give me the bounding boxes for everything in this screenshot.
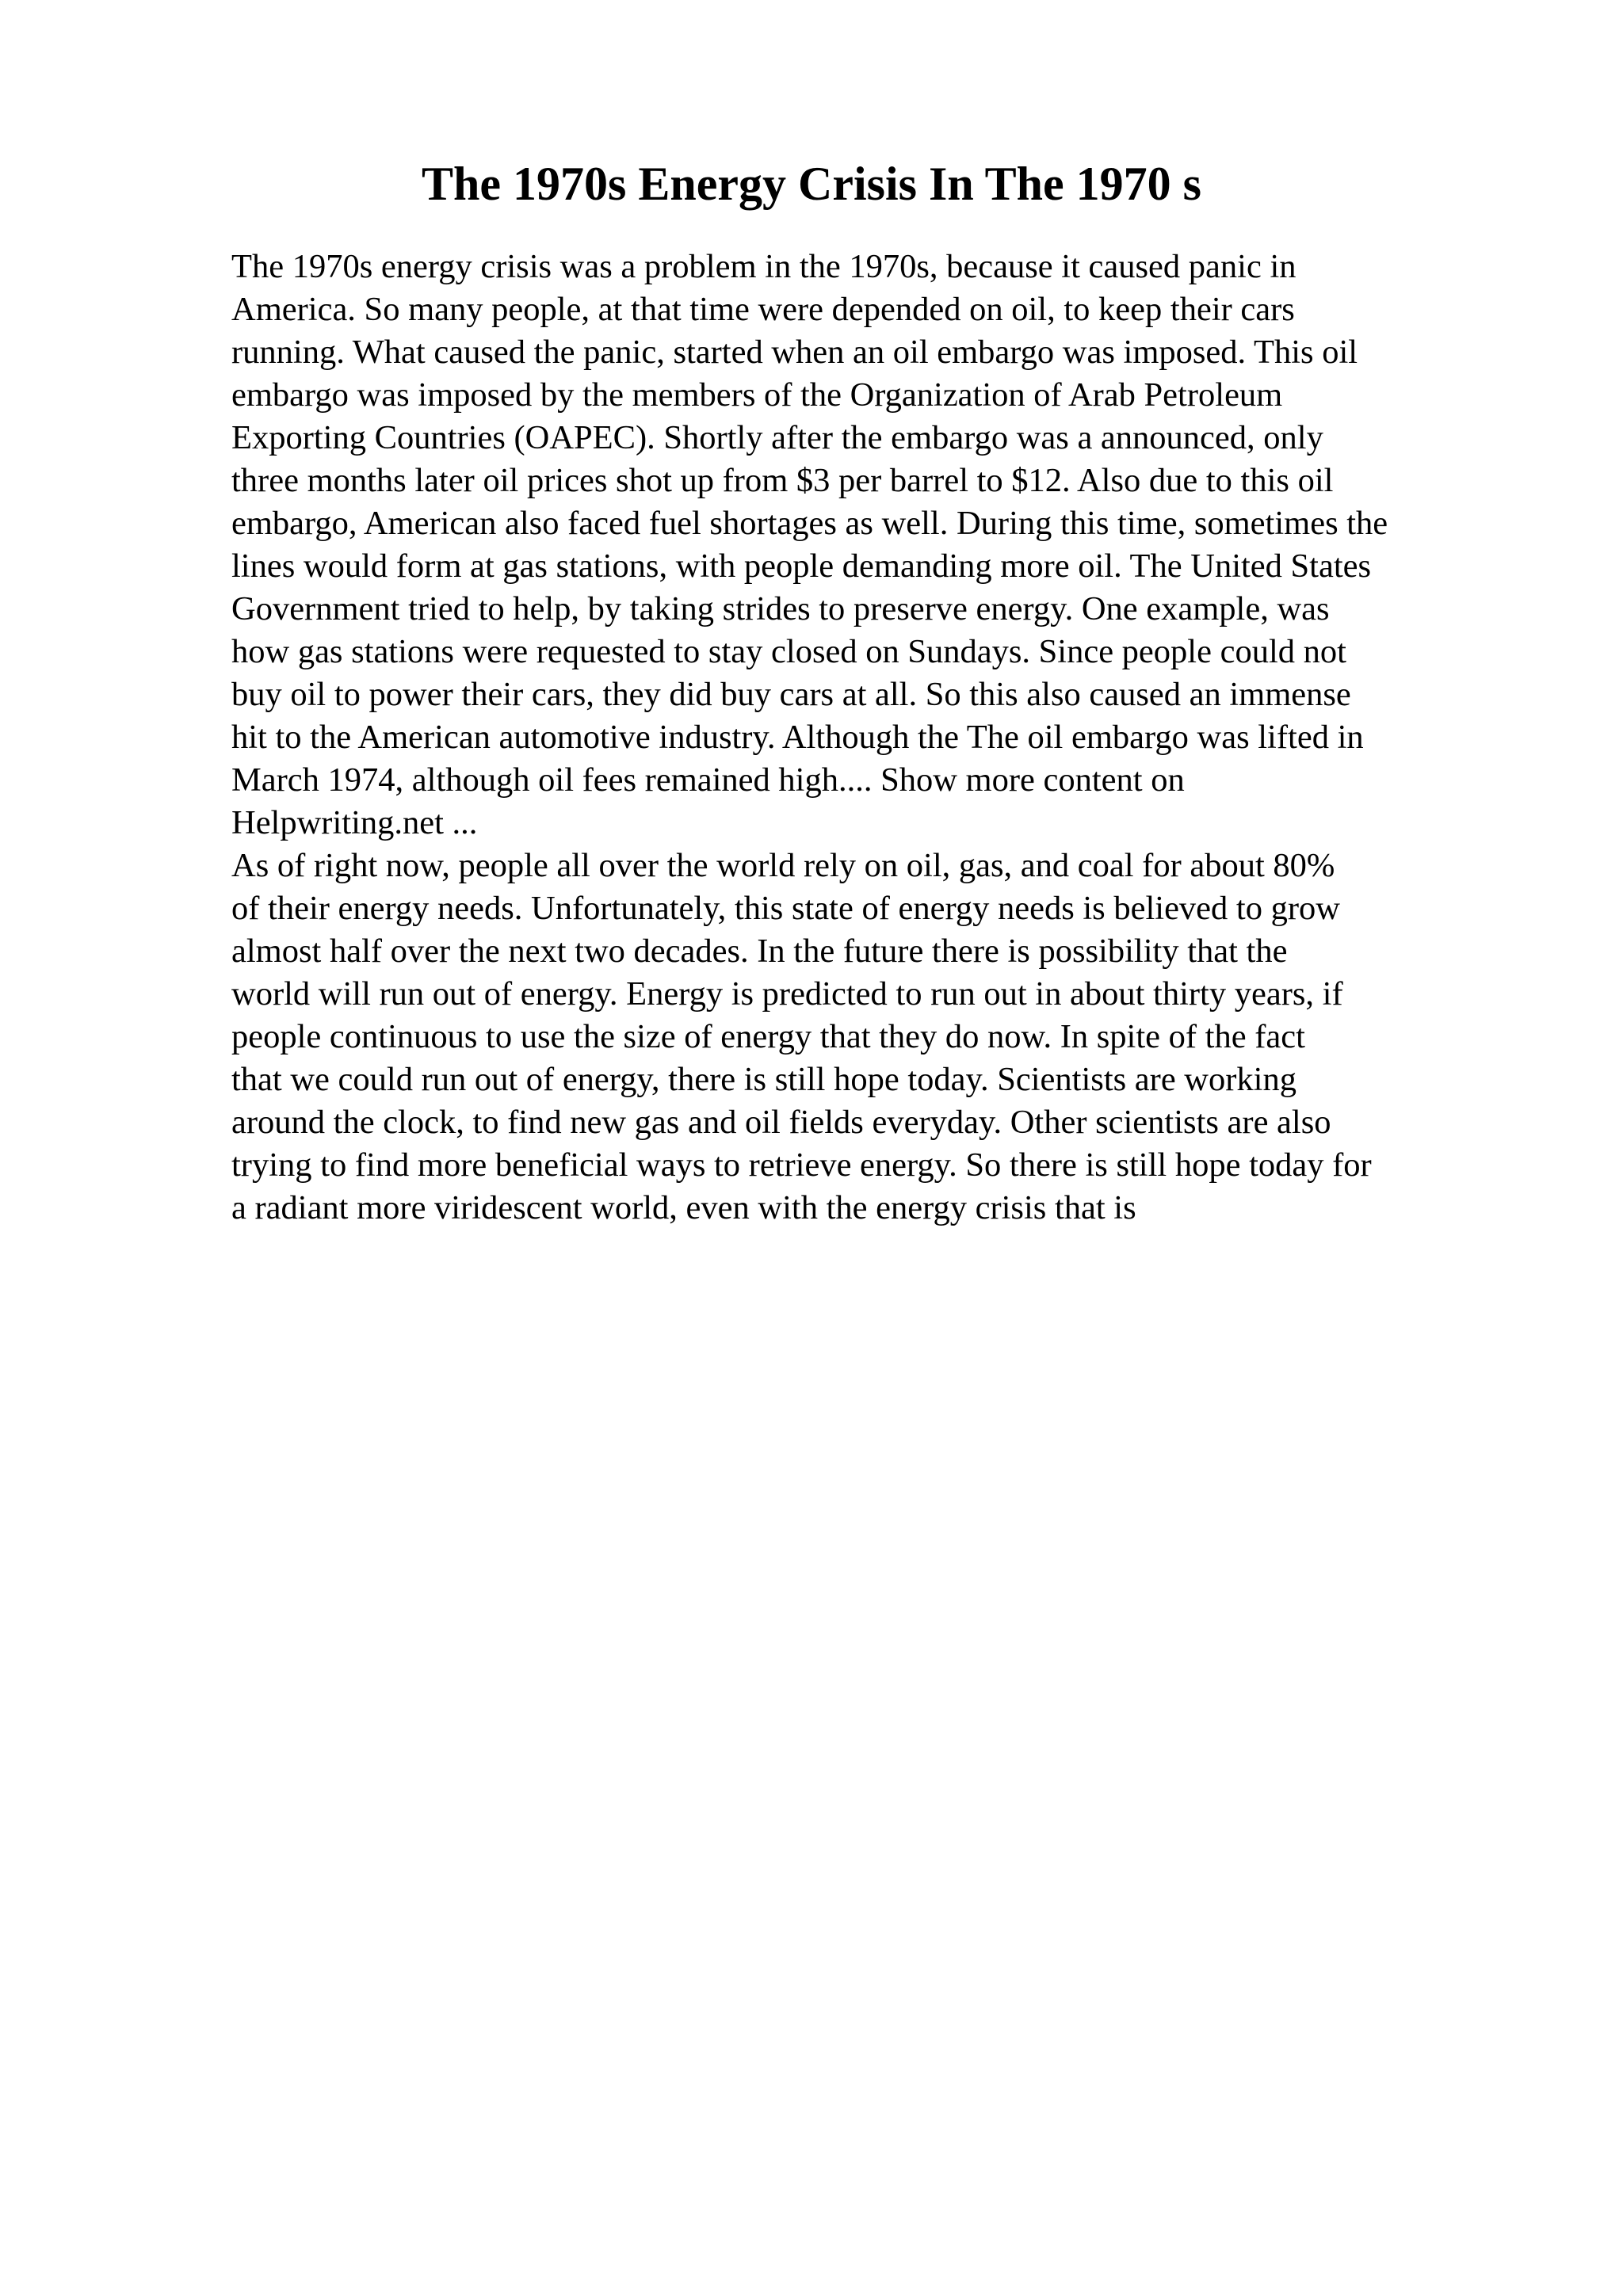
body-line: buy oil to power their cars, they did buy cars at all. So this also caused an immense xyxy=(231,676,1351,713)
body-line: three months later oil prices shot up from $3 per barrel to $12. Also due to this oil xyxy=(231,462,1334,499)
body-line: As of right now, people all over the world rely on oil, gas, and coal for about 80% xyxy=(231,847,1335,884)
body-line: Government tried to help, by taking strides to preserve energy. One example, was xyxy=(231,590,1330,627)
body-line: how gas stations were requested to stay closed on Sundays. Since people could not xyxy=(231,633,1346,670)
body-line: March 1974, although oil fees remained high.... Show more content on xyxy=(231,761,1185,799)
body-line: world will run out of energy. Energy is predicted to run out in about thirty years, if xyxy=(231,975,1343,1013)
body-line: that we could run out of energy, there is still hope today. Scientists are working xyxy=(231,1061,1296,1098)
body-line: hit to the American automotive industry. Although the The oil embargo was lifted in xyxy=(231,719,1364,756)
body-line: almost half over the next two decades. In the future there is possibility that the xyxy=(231,933,1288,970)
body-line: The 1970s energy crisis was a problem in the 1970s, because it caused panic in xyxy=(231,248,1296,285)
body-line: embargo was imposed by the members of the Organization of Arab Petroleum xyxy=(231,376,1283,414)
body-line: running. What caused the panic, started when an oil embargo was imposed. This oil xyxy=(231,334,1358,371)
body-line: lines would form at gas stations, with people demanding more oil. The United States xyxy=(231,547,1372,585)
body-line: Helpwriting.net ... xyxy=(231,804,478,841)
body-line: around the clock, to find new gas and oil fields everyday. Other scientists are also xyxy=(231,1104,1331,1141)
body-line: of their energy needs. Unfortunately, this state of energy needs is believed to grow xyxy=(231,890,1340,927)
body-line: embargo, American also faced fuel shortages as well. During this time, sometimes the xyxy=(231,505,1388,542)
body-line: Exporting Countries (OAPEC). Shortly after the embargo was a announced, only xyxy=(231,419,1323,456)
body-line: trying to find more beneficial ways to retrieve energy. So there is still hope today for xyxy=(231,1146,1372,1184)
body-line: America. So many people, at that time were depended on oil, to keep their cars xyxy=(231,291,1295,328)
body-line: people continuous to use the size of energy that they do now. In spite of the fact xyxy=(231,1018,1305,1055)
body-line: a radiant more viridescent world, even with the energy crisis that is xyxy=(231,1189,1136,1226)
document-body xyxy=(231,246,1515,1230)
document-title: The 1970s Energy Crisis In The 1970 s xyxy=(421,158,1202,210)
